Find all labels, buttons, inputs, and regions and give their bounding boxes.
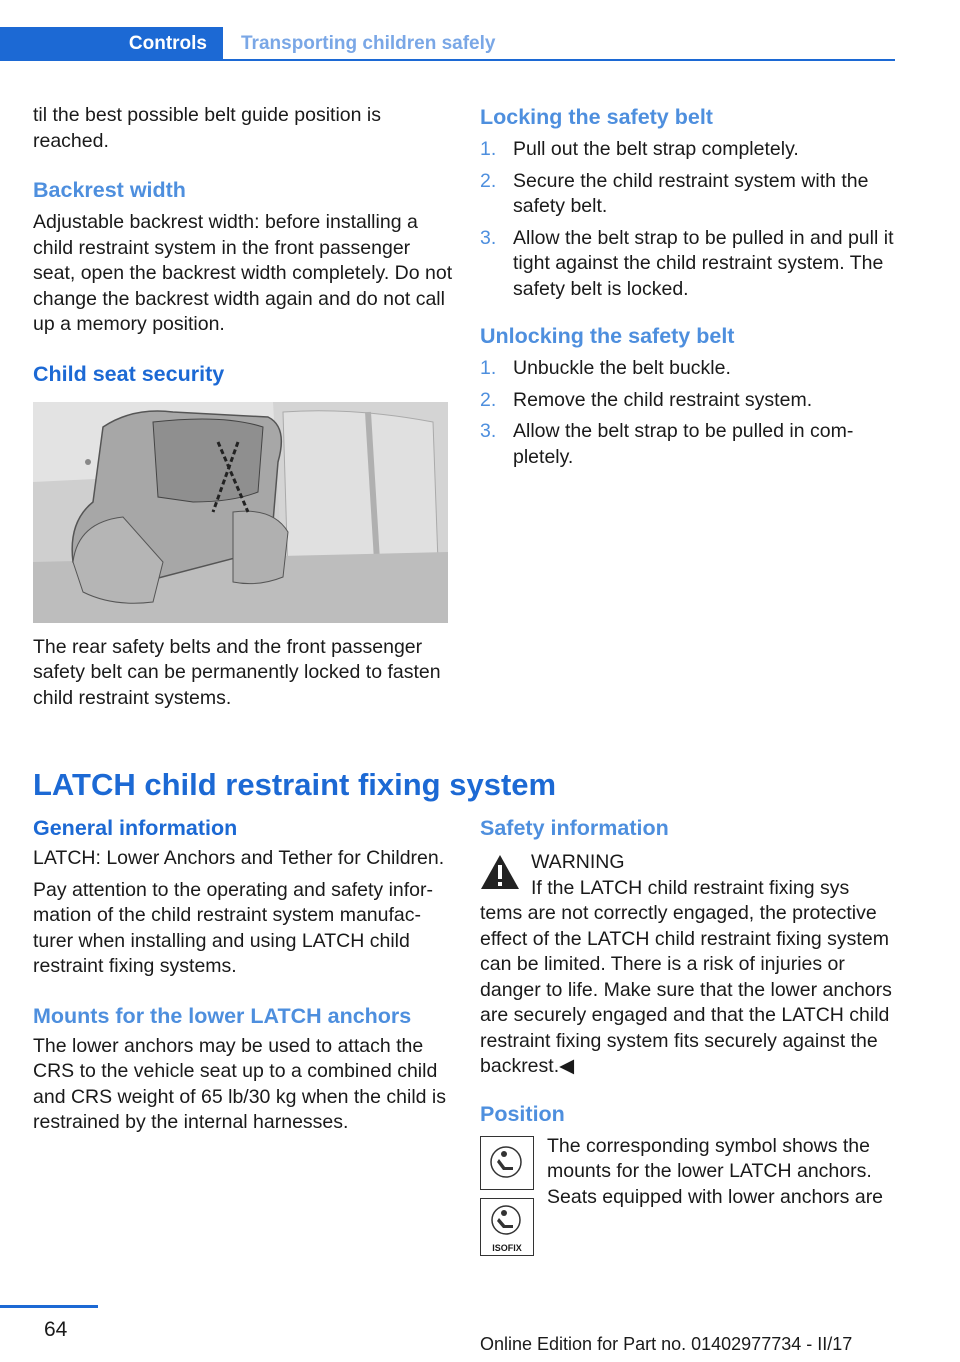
- child-seat-icon: [481, 1137, 532, 1188]
- isofix-symbol: [480, 1198, 534, 1256]
- step-number: 1.: [480, 138, 497, 160]
- safety-info-heading: Safety information: [480, 816, 669, 840]
- edition-info: Online Edition for Part no. 01402977734 - II/17: [480, 1334, 853, 1354]
- step-text: Unbuckle the belt buckle.: [513, 357, 731, 379]
- isofix-child-seat-icon: [481, 1199, 532, 1239]
- position-text: The corresponding symbol shows the mounts for the lower LATCH anchors. Seats equipped with lower anchors are: [547, 1134, 884, 1208]
- left-column-top: [33, 103, 453, 717]
- step-text: Allow the belt strap to be pulled in and pull it tight against the child restraint system. The safety belt is locked.: [513, 226, 894, 300]
- unlocking-heading: Unlocking the safety belt: [480, 324, 735, 348]
- step-text: Secure the child restraint system with the safety belt.: [513, 169, 869, 217]
- step-number: 2.: [480, 388, 497, 411]
- backrest-heading: Backrest width: [33, 178, 186, 202]
- locking-step: [480, 137, 895, 163]
- figure-caption: The rear safety belts and the front passenger safety belt can be permanently locked to fasten child restraint systems.: [33, 635, 441, 709]
- right-column-top: [480, 103, 895, 476]
- unlocking-step: [480, 419, 895, 470]
- right-column-bottom: [480, 814, 895, 1274]
- mounts-heading: Mounts for the lower LATCH anchors: [33, 1003, 412, 1028]
- locking-heading: Locking the safety belt: [480, 105, 713, 129]
- general-info-heading: General information: [33, 816, 238, 840]
- step-number: 3.: [480, 420, 497, 442]
- page-number: 64: [44, 1318, 68, 1341]
- unlocking-steps: [480, 356, 895, 470]
- latch-section-title: LATCH child restraint fixing system: [33, 767, 557, 802]
- step-text: Allow the belt strap to be pulled in completely.: [513, 420, 854, 468]
- section-tab[interactable]: Controls: [0, 27, 223, 61]
- locking-step: [480, 169, 895, 220]
- warning-triangle-icon: [480, 854, 520, 890]
- child-seat-illustration: [33, 402, 448, 623]
- chapter-breadcrumb[interactable]: Transporting children safely: [241, 33, 496, 54]
- continued-text: til the best possible belt guide position is reached.: [33, 104, 381, 152]
- step-number: 3.: [480, 226, 497, 249]
- step-number: 2.: [480, 169, 497, 192]
- step-number: 1.: [480, 357, 497, 379]
- general-info-p2: Pay attention to the operating and safety information of the child restraint system manufacturer when installing and using LATCH child restraint fixing systems.: [33, 878, 434, 977]
- position-heading: Position: [480, 1101, 565, 1126]
- locking-steps: [480, 137, 895, 302]
- unlocking-step: [480, 356, 895, 382]
- child-seat-image: [33, 402, 448, 623]
- isofix-label: ISOFIX: [492, 1242, 522, 1253]
- warning-text-first-line: If the LATCH child restraint fixing sys: [531, 876, 850, 899]
- mounts-text: The lower anchors may be used to attach the CRS to the vehicle seat up to a combined child and CRS weight of 65 lb/30 kg when the child is restrained by the internal harnesses.: [33, 1034, 446, 1133]
- backrest-text: Adjustable backrest width: before installing a child restraint system in the front passenger seat, open the backrest width completely. Do not change the backrest width again and do not call up a memory position.: [33, 211, 453, 335]
- position-block: [480, 1134, 895, 1274]
- left-column-bottom: [33, 814, 453, 1142]
- step-text: Pull out the belt strap completely.: [513, 138, 799, 160]
- child-seat-security-heading: Child seat security: [33, 361, 225, 386]
- footer-rule: [0, 1305, 98, 1308]
- page-header: [0, 27, 895, 61]
- latch-anchor-symbol: [480, 1136, 534, 1190]
- warning-text: tems are not correctly engaged, the protective effect of the LATCH child restraint fixing system can be limited. There is a risk of injuries or danger to life. Make sure that the lower anchors are securely engaged and that the LATCH child restraint fixing system fits securely against the backrest.◀: [480, 902, 892, 1077]
- header-rule: [223, 59, 895, 61]
- warning-label: WARNING: [531, 851, 625, 873]
- unlocking-step: [480, 388, 895, 414]
- warning-block: [480, 850, 895, 1080]
- step-text: Remove the child restraint system.: [513, 388, 813, 411]
- locking-step: [480, 226, 895, 303]
- general-info-p1: LATCH: Lower Anchors and Tether for Children.: [33, 847, 445, 869]
